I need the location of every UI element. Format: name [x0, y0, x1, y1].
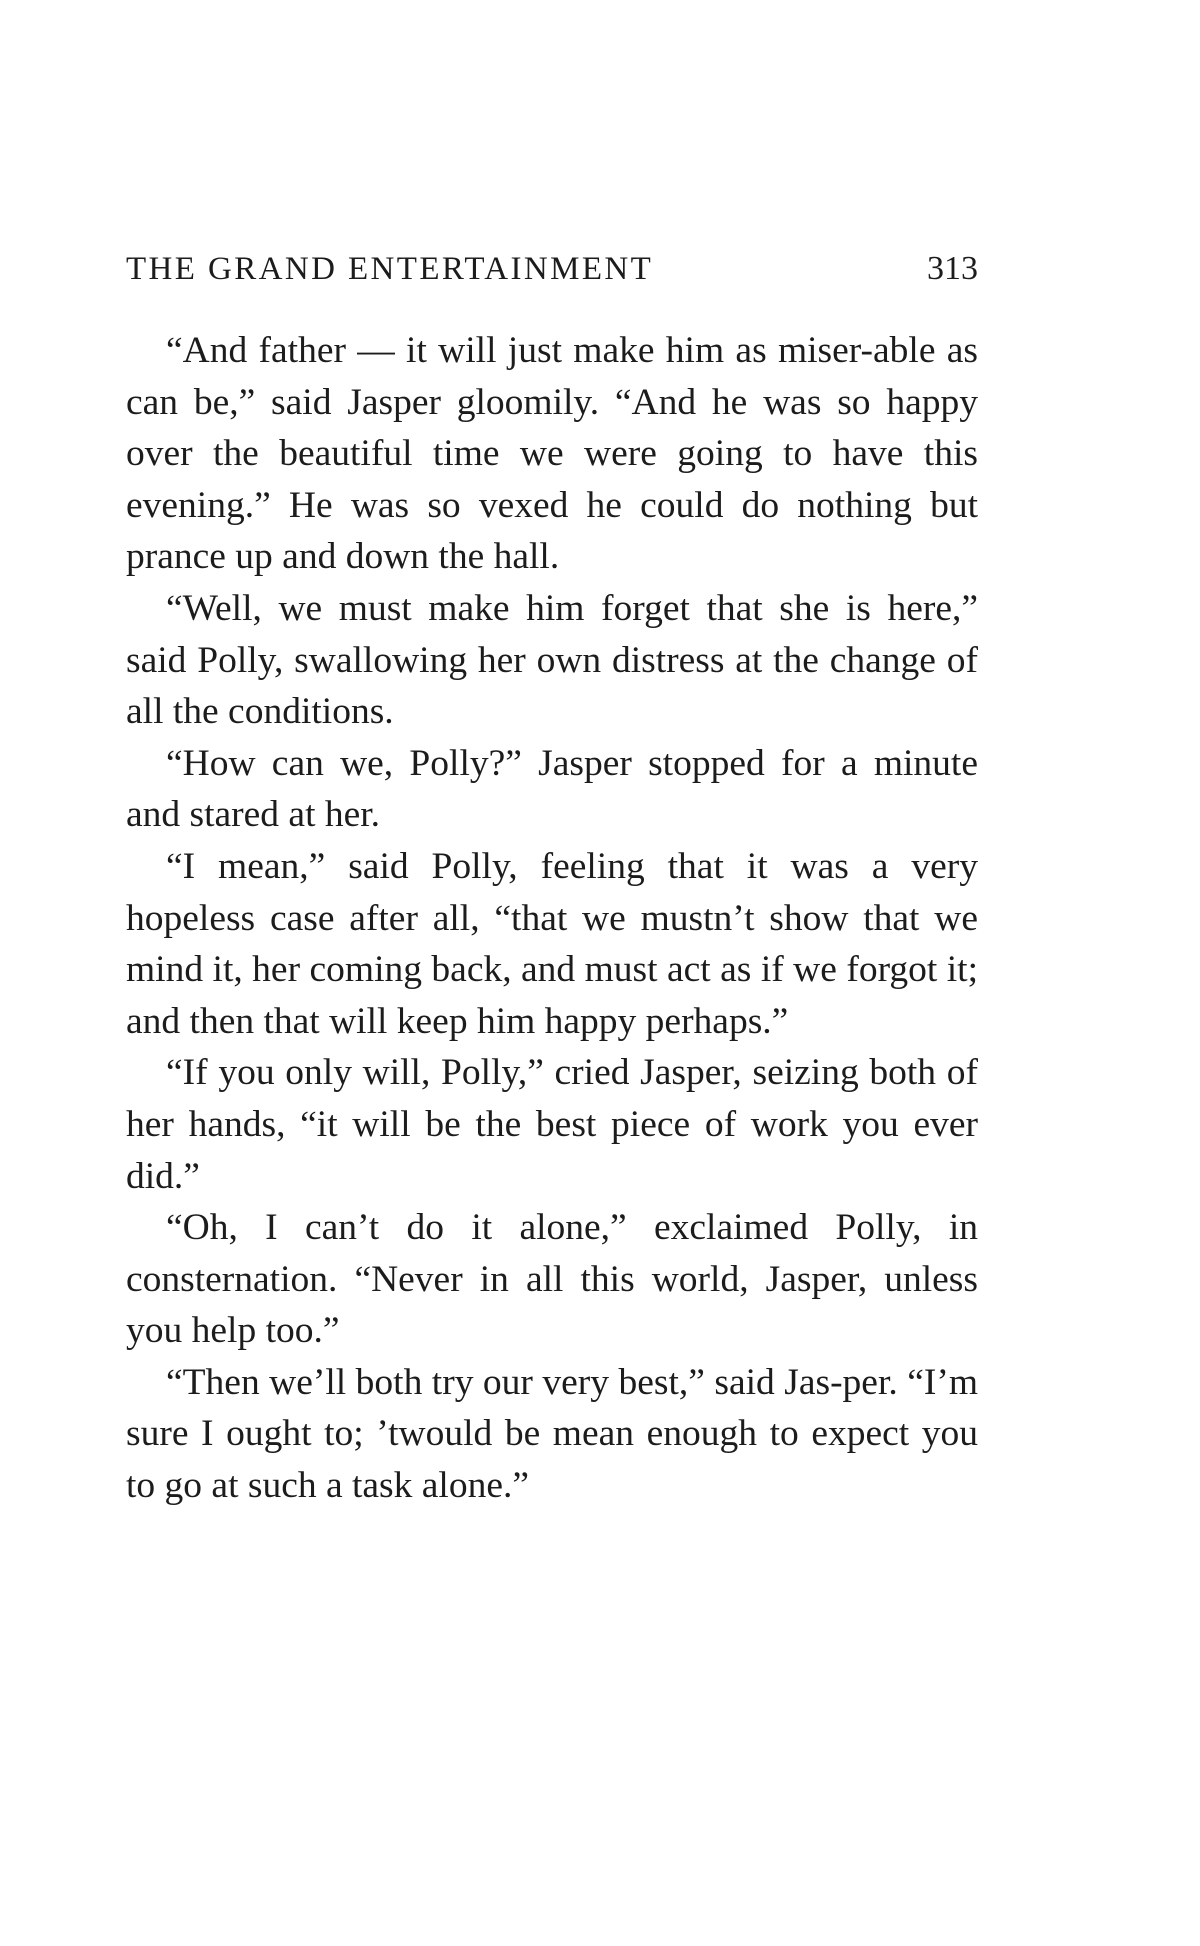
body-text: [126, 325, 978, 1512]
paragraph: “Oh, I can’t do it alone,” exclaimed Polly, in consternation. “Never in all this world, Jasper, unless you help too.”: [126, 1207, 978, 1352]
paragraph: “And father — it will just make him as miser-able as can be,” said Jasper gloomily. “And he was so happy over the beautiful time we were going to have this evening.” He was so vexed he could do nothing but prance up and down the hall.: [126, 330, 978, 578]
paragraph: “Well, we must make him forget that she is here,” said Polly, swallowing her own distress at the change of all the conditions.: [126, 587, 978, 733]
running-title: THE GRAND ENTERTAINMENT: [126, 251, 654, 287]
paragraph: “Then we’ll both try our very best,” said Jas-per. “I’m sure I ought to; ’twould be mean enough to expect you to go at such a task alone.”: [126, 1361, 978, 1507]
page-number: 313: [927, 250, 978, 287]
paragraph: “If you only will, Polly,” cried Jasper, seizing both of her hands, “it will be the best piece of work you ever did.”: [126, 1052, 978, 1197]
running-head: [126, 244, 978, 294]
paragraph: “I mean,” said Polly, feeling that it was a very hopeless case after all, “that we mustn’t show that we mind it, her coming back, and must act as if we forgot it; and then that will keep him happy perhaps.”: [126, 845, 978, 1042]
paragraph: “How can we, Polly?” Jasper stopped for a minute and stared at her.: [126, 742, 978, 836]
